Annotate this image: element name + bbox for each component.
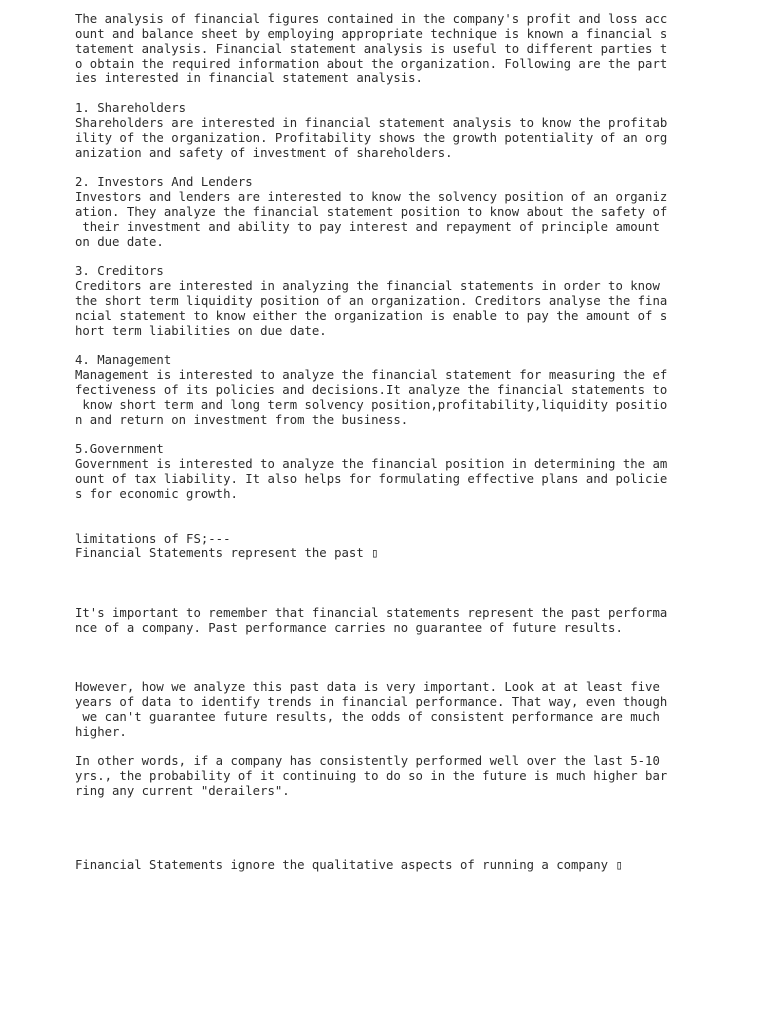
text-line: anization and safety of investment of shareholders. (75, 145, 453, 160)
text-line: o obtain the required information about the organization. Following are the part (75, 56, 668, 71)
text-line: Management is interested to analyze the financial statement for measuring the ef (75, 368, 668, 383)
blank-line (75, 250, 685, 265)
text-line: know short term and long term solvency position,profitability,liquidity positio (75, 397, 668, 412)
text-line: Financial Statements ignore the qualitative aspects of running a company ▯ (75, 858, 623, 873)
text-line: their investment and ability to pay interest and repayment of principle amount (75, 219, 660, 234)
blank-line (75, 650, 685, 665)
text-line: ount and balance sheet by employing appropriate technique is known a financial s (75, 26, 668, 41)
text-line: Investors and lenders are interested to know the solvency position of an organiz (75, 190, 668, 205)
blank-line (75, 591, 685, 606)
text-line: Financial Statements represent the past ▯ (75, 546, 379, 561)
blank-line (75, 739, 685, 754)
text-line: years of data to identify trends in financial performance. That way, even though (75, 694, 668, 709)
text-line: It's important to remember that financial statements represent the past performa (75, 605, 668, 620)
text-line: ies interested in financial statement analysis. (75, 71, 423, 86)
blank-line (75, 517, 685, 532)
blank-line (75, 665, 685, 680)
blank-line (75, 828, 685, 843)
text-line: 5.Government (75, 442, 164, 457)
text-line: ncial statement to know either the organization is enable to pay the amount of s (75, 308, 668, 323)
text-line: Government is interested to analyze the financial position in determining the am (75, 457, 668, 472)
blank-line (75, 160, 685, 175)
blank-line (75, 86, 685, 101)
text-line: ility of the organization. Profitability shows the growth potentiality of an org (75, 130, 668, 145)
text-line: higher. (75, 724, 127, 739)
blank-line (75, 843, 685, 858)
text-line: 2. Investors And Lenders (75, 175, 253, 190)
blank-line (75, 428, 685, 443)
text-line: Shareholders are interested in financial statement analysis to know the profitab (75, 115, 668, 130)
text-line: In other words, if a company has consistently performed well over the last 5-10 (75, 754, 660, 769)
blank-line (75, 576, 685, 591)
text-line: yrs., the probability of it continuing to do so in the future is much higher bar (75, 769, 668, 784)
blank-line (75, 814, 685, 829)
text-line: tatement analysis. Financial statement analysis is useful to different parties t (75, 41, 668, 56)
text-line: fectiveness of its policies and decisions.It analyze the financial statements to (75, 383, 668, 398)
text-line: Creditors are interested in analyzing the financial statements in order to know (75, 279, 660, 294)
text-line: 4. Management (75, 353, 172, 368)
document-body (75, 12, 685, 873)
blank-line (75, 635, 685, 650)
text-line: 1. Shareholders (75, 101, 187, 116)
text-line: However, how we analyze this past data is very important. Look at at least five (75, 679, 660, 694)
text-line: n and return on investment from the business. (75, 412, 409, 427)
text-line: ount of tax liability. It also helps for formulating effective plans and policie (75, 472, 668, 487)
text-line: limitations of FS;--- (75, 531, 231, 546)
blank-line (75, 339, 685, 354)
text-line: the short term liquidity position of an organization. Creditors analyse the fina (75, 294, 668, 309)
text-line: The analysis of financial figures contained in the company's profit and loss acc (75, 12, 668, 26)
text-line: nce of a company. Past performance carries no guarantee of future results. (75, 620, 623, 635)
blank-line (75, 561, 685, 576)
text-line: s for economic growth. (75, 487, 238, 501)
blank-line (75, 502, 685, 517)
text-line: on due date. (75, 234, 164, 249)
text-line: ation. They analyze the financial statement position to know about the safety of (75, 204, 668, 219)
blank-line (75, 799, 685, 814)
text-line: ring any current "derailers". (75, 783, 290, 798)
text-line: hort term liabilities on due date. (75, 323, 327, 338)
text-line: we can't guarantee future results, the odds of consistent performance are much (75, 709, 660, 724)
text-line: 3. Creditors (75, 264, 164, 279)
